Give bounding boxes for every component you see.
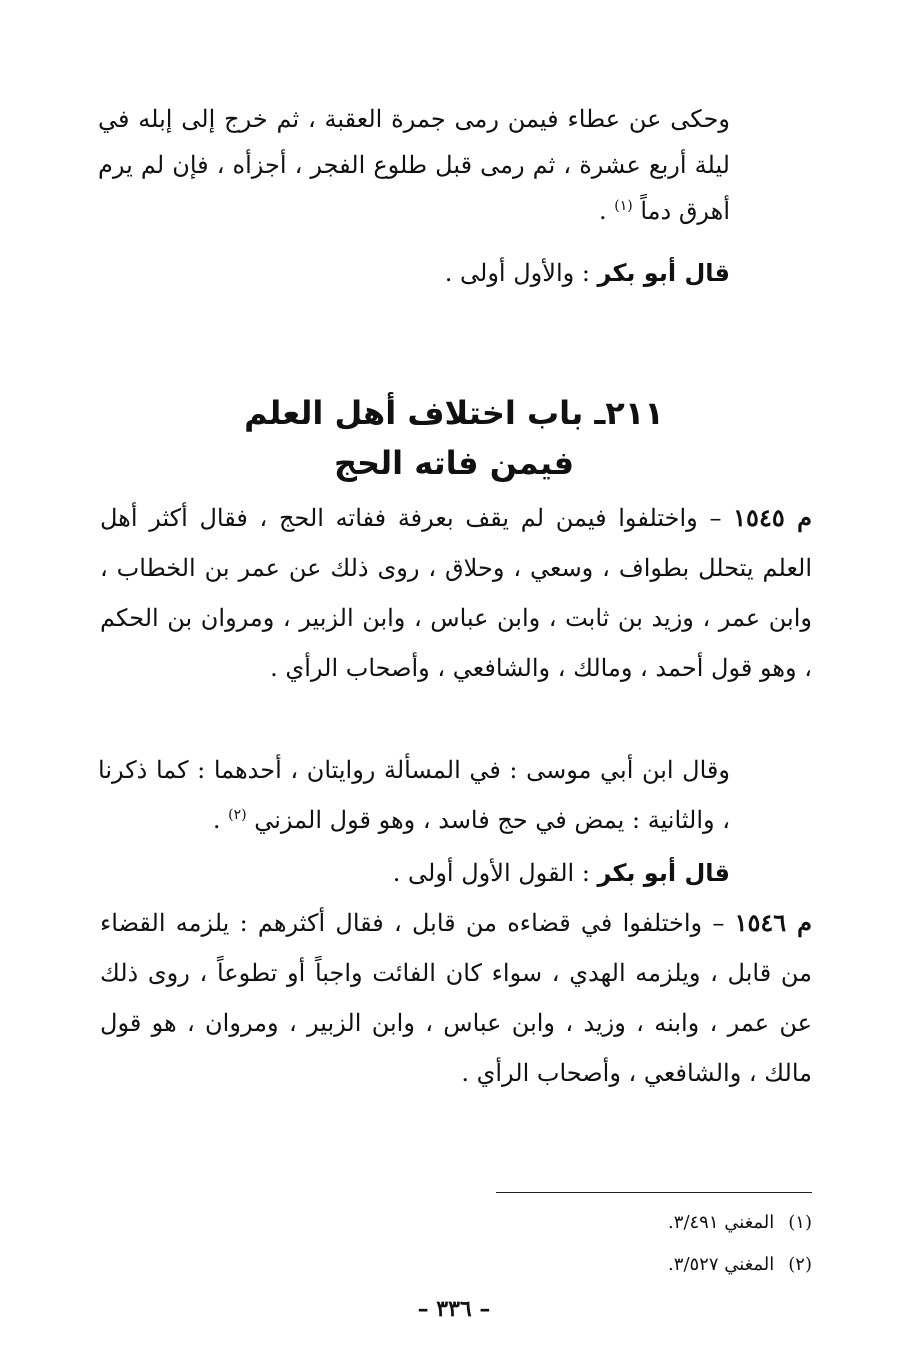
abu-bakr-opinion-1 [98, 250, 730, 296]
footnote-ref-1[interactable]: (١) [614, 198, 633, 214]
issue-number: م ١٥٤٦ [734, 908, 812, 937]
footnote-ref-2[interactable]: (٢) [228, 807, 247, 823]
page-number: – ٣٣٦ – [417, 1296, 491, 1322]
ibn-abi-musa-paragraph [98, 745, 730, 845]
intro-end: . [598, 197, 615, 225]
abu-bakr-lead: قال أبو بكر [597, 859, 730, 887]
intro-paragraph [98, 96, 730, 234]
ibn-abi-musa-end: . [212, 806, 229, 834]
footnote-text: المغني ٣/٤٩١. [668, 1212, 775, 1233]
footnote-mark: (٢) [788, 1254, 812, 1275]
ibn-abi-musa-text: وقال ابن أبي موسى : في المسألة روايتان ، أحدهما : كما ذكرنا ، والثانية : يمض في حج فاسد ، وهو قول المزني [98, 756, 730, 834]
issue-text: – واختلفوا فيمن لم يقف بعرفة ففاته الحج ، فقال أكثر أهل العلم يتحلل بطواف ، وسعي ، وحلاق ، روى ذلك عن عمر بن الخطاب ، وابن عمر ، وزيد بن ثابت ، وابن عباس ، وابن الزبير ، ومروان بن الحكم ، وهو قول أحمد ، ومالك ، والشافعي ، وأصحاب الرأي . [100, 504, 812, 682]
abu-bakr-opinion-2 [98, 848, 730, 898]
issue-text: – واختلفوا في قضاءه من قابل ، فقال أكثرهم : يلزمه القضاء من قابل ، ويلزمه الهدي ، سواء كان الفائت واجباً أو تطوعاً ، روى ذلك عن عمر ، وابنه ، وزيد ، وابن عباس ، وابن الزبير ، ومروان ، هو قول مالك ، والشافعي ، وأصحاب الرأي . [100, 909, 812, 1087]
issue-1546 [100, 898, 812, 1098]
abu-bakr-lead: قال أبو بكر [597, 259, 730, 287]
footnote-divider [496, 1192, 812, 1193]
intro-text: وحكى عن عطاء فيمن رمى جمرة العقبة ، ثم خرج إلى إبله في ليلة أربع عشرة ، ثم رمى قبل طلوع الفجر ، أجزأه ، فإن لم يرم أهرق دماً [98, 105, 730, 225]
footnote-1 [412, 1208, 812, 1238]
abu-bakr-text: : والأول أولى . [444, 259, 598, 287]
issue-number: م ١٥٤٥ [733, 503, 813, 532]
footnote-2 [412, 1250, 812, 1280]
issue-1545 [100, 493, 812, 693]
footnote-text: المغني ٣/٥٢٧. [668, 1254, 775, 1275]
footnote-mark: (١) [788, 1212, 812, 1233]
abu-bakr-text: : القول الأول أولى . [392, 859, 598, 887]
chapter-title: ٢١١ـ باب اختلاف أهل العلم فيمن فاته الحج [244, 394, 664, 482]
